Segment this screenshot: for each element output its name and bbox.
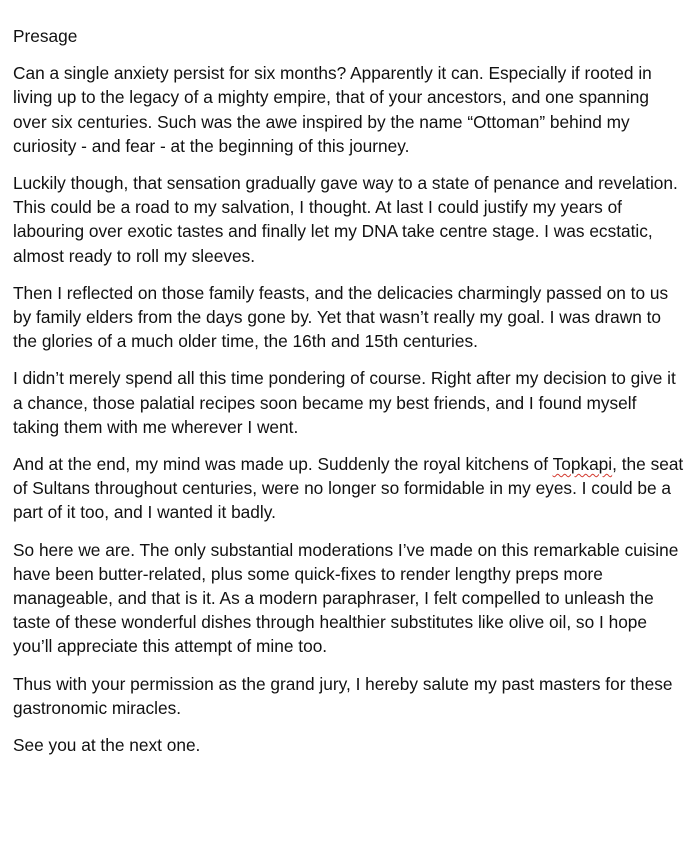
- document-title: Presage: [13, 26, 78, 46]
- paragraph-6: So here we are. The only substantial moderations I’ve made on this remarkable cuisine have been butter-related, plus some quick-fixes to render lengthy preps more manageable, and that is it. As a modern paraphraser, I felt compelled to unleash the taste of these wonderful dishes through healthier substitutes like olive oil, so I hope you’ll appreciate this attempt of mine too.: [13, 539, 679, 657]
- paragraph-3: Then I reflected on those family feasts, and the delicacies charmingly passed on to us by family elders from the days gone by. Yet that wasn’t really my goal. I was drawn to the glories of a much older time, the 16th and 15th centuries.: [13, 282, 669, 352]
- document-body: [13, 24, 685, 770]
- paragraph-4: I didn’t merely spend all this time pondering of course. Right after my decision to give it a chance, those palatial recipes soon became my best friends, and I found myself taking them with me wherever I went.: [13, 368, 676, 437]
- paragraph-7: Thus with your permission as the grand jury, I hereby salute my past masters for these gastronomic miracles.: [13, 673, 673, 718]
- paragraph-1: Can a single anxiety persist for six months? Apparently it can. Especially if rooted in living up to the legacy of a mighty empire, that of your ancestors, and one spanning over six centuries. Such was the awe inspired by the name “Ottoman” behind my curiosity - and fear - at the beginning of this journey.: [13, 63, 652, 156]
- spellcheck-flagged-word[interactable]: Topkapi: [552, 454, 613, 475]
- paragraph-5-after: , the seat of Sultans throughout centuries, were no longer so formidable in my eyes. I could be a part of it too, and I wanted it badly.: [13, 454, 684, 523]
- paragraph-5-before: And at the end, my mind was made up. Suddenly the royal kitchens of: [13, 454, 553, 475]
- paragraph-8: See you at the next one.: [13, 735, 201, 756]
- paragraph-2: Luckily though, that sensation gradually gave way to a state of penance and revelation. This could be a road to my salvation, I thought. At last I could justify my years of labouring over exotic tastes and finally let my DNA take centre stage. I was ecstatic, almost ready to roll my sleeves.: [13, 173, 678, 266]
- paragraph-5: [13, 452, 685, 525]
